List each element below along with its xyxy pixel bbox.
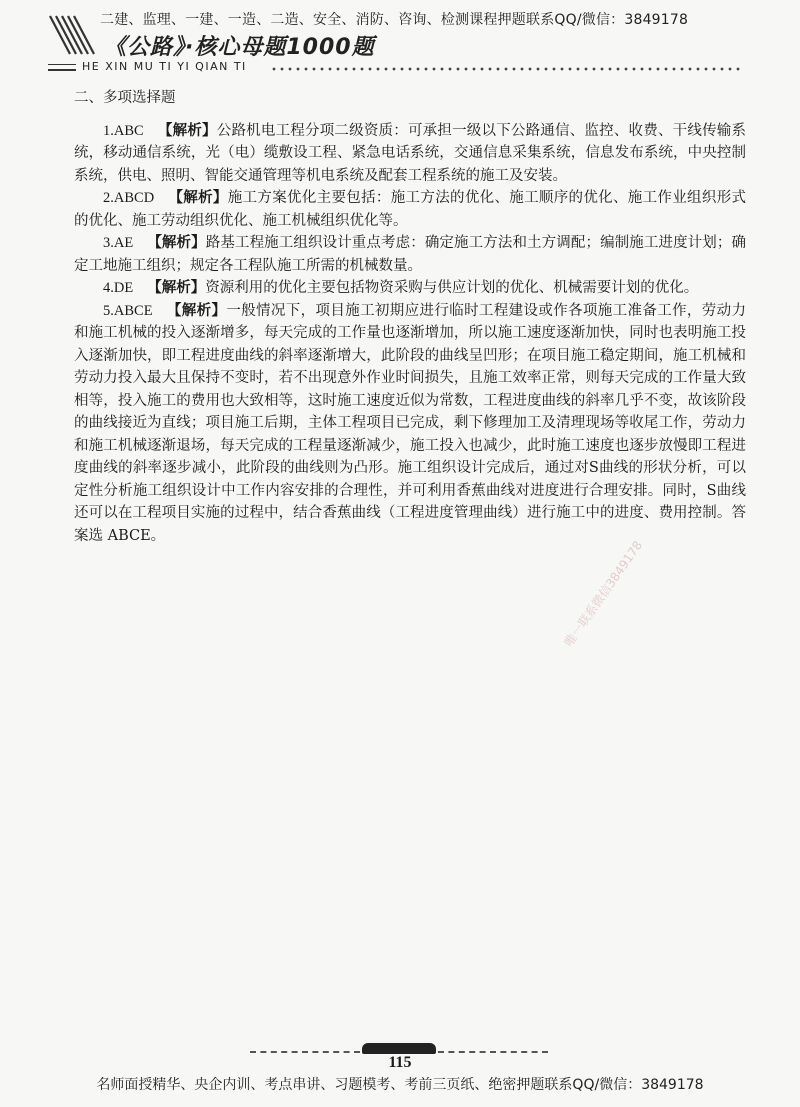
page-header [0,0,800,80]
footer-dashed-rule-left [250,1051,360,1053]
page-number: 115 [388,1054,412,1071]
book-title: 《公路》·核心母题1000题 [104,35,375,60]
answer-item-4 [74,277,746,300]
answer-number: 3.AE [103,235,134,251]
answer-number: 1.ABC [103,122,144,139]
analysis-text: 公路机电工程分项二级资质：可承担一级以下公路通信、监控、收费、干线传输系统，移动通信系统，光（电）缆敷设工程、紧急电话系统，交通信息采集系统，信息发布系统，中央控制系统，供电、照明、智能交通管理等机电系统及配套工程系统的施工及安装。 [74,122,747,184]
analysis-tag: 【解析】 [147,234,206,251]
analysis-text: 资源利用的优化主要包括物资采购与供应计划的优化、机械需要计划的优化。 [205,280,699,296]
answer-item-5 [74,300,746,548]
footer-tab-decoration [362,1043,436,1054]
header-promo-text: 二建、监理、一建、一造、二造、安全、消防、咨询、检测课程押题联系QQ/微信：3849178 [100,12,689,28]
analysis-text: 一般情况下，项目施工初期应进行临时工程建设或作各项施工准备工作，劳动力和施工机械的投入逐渐增多，每天完成的工作量也逐渐增加，所以施工速度逐渐加快，同时也表明施工投入逐渐加快，即工程进度曲线的斜率逐渐增大，此阶段的曲线呈凹形；在项目施工稳定期间，施工机械和劳动力投入最大且保持不变时，若不出现意外作业时间损失，且施工效率正常，则每天完成的工作量大致相等，投入施工的费用也大致相等，这时施工速度近似为常数，工程进度曲线的斜率几乎不变，故该阶段的曲线接近为直线；项目施工后期，主体工程项目已完成，剩下修理加工及清理现场等收尾工作，劳动力和施工机械逐渐退场，每天完成的工程量逐渐减少，施工投入也减少，此时施工速度也逐步放慢即工程进度曲线的斜率逐步减小，此阶段的曲线则为凸形。施工组织设计完成后，通过对S曲线的形状分析，可以定性分析施工组织设计中工作内容安排的合理性，并可利用香蕉曲线对进度进行合理安排。同时，S曲线还可以在工程项目实施的过程中，结合香蕉曲线（工程进度管理曲线）进行施工中的进度、费用控制。答案选 ABCE。 [74,302,747,544]
header-stripes-decoration [48,14,108,58]
section-title: 二、多项选择题 [74,90,176,106]
answer-item-1 [74,120,746,188]
watermark: 唯一联系微信3849178 [561,538,646,650]
analysis-tag: 【解析】 [166,301,227,319]
header-rule-thin [48,64,76,65]
header-dotted-rule [270,67,740,71]
page-footer [0,1010,800,1107]
answer-item-2 [74,187,746,232]
page-content [74,82,746,547]
analysis-text: 路基工程施工组织设计重点考虑：确定施工方法和土方调配；编制施工进度计划；确定工地施工组织；规定各工程队施工所需的机械数量。 [74,235,747,274]
book-subtitle: HE XIN MU TI YI QIAN TI [82,60,247,73]
header-rule-thick [48,69,76,71]
analysis-tag: 【解析】 [168,189,228,206]
analysis-tag: 【解析】 [157,121,217,139]
analysis-tag: 【解析】 [147,279,206,296]
footer-dashed-rule-right [438,1051,548,1053]
footer-promo-text: 名师面授精华、央企内训、考点串讲、习题模考、考前三页纸、绝密押题联系QQ/微信：3849178 [96,1077,704,1093]
answer-item-3 [74,232,746,277]
answer-number: 5.ABCE [103,302,153,319]
answer-number: 2.ABCD [103,190,155,206]
answer-number: 4.DE [103,280,134,296]
analysis-text: 施工方案优化主要包括：施工方法的优化、施工顺序的优化、施工作业组织形式的优化、施工劳动组织优化、施工机械组织优化等。 [74,190,747,229]
